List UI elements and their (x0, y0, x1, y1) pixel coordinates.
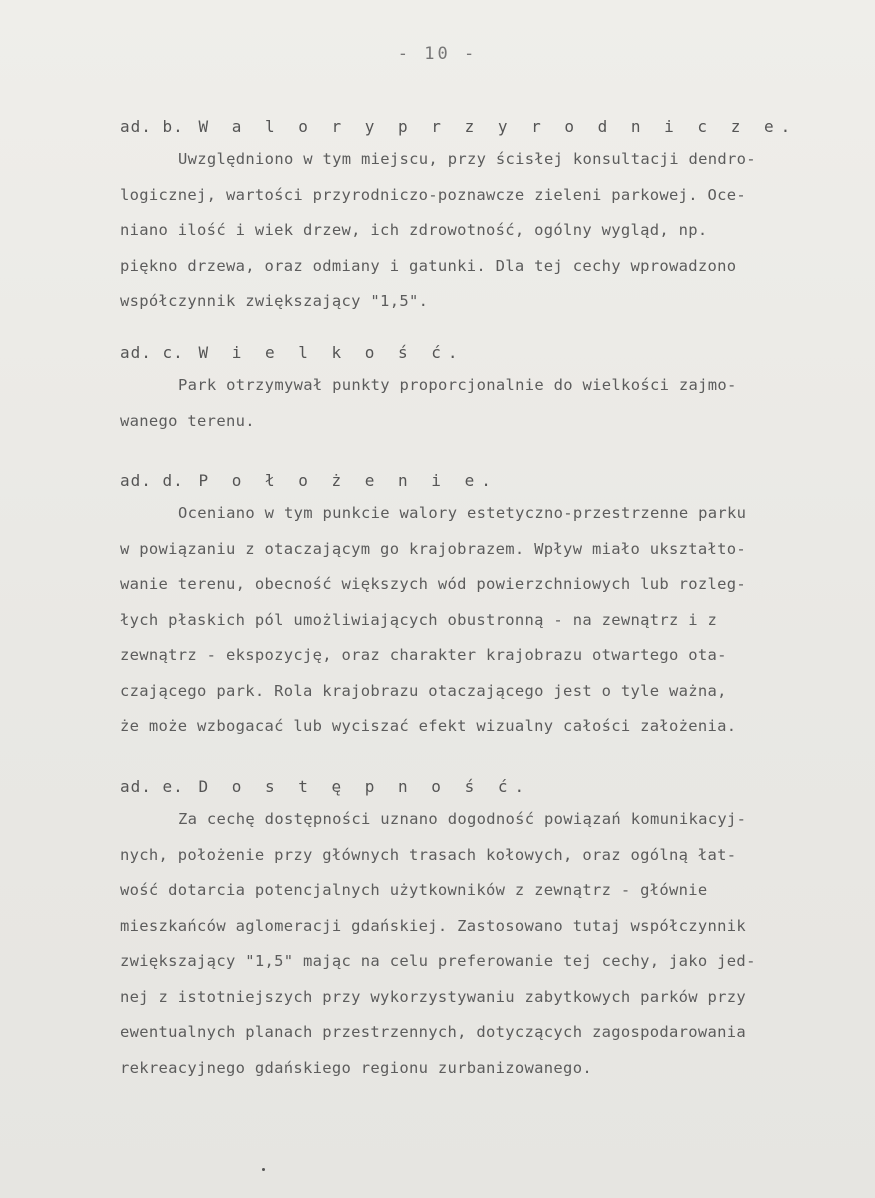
text-line: mieszkańców aglomeracji gdańskiej. Zastosowano tutaj współczynnik (120, 916, 747, 935)
section-prefix: ad. e. (120, 777, 184, 796)
text-line: czającego park. Rola krajobrazu otaczającego jest o tyle ważna, (120, 681, 727, 700)
text-line: wanie terenu, obecność większych wód powierzchniowych lub rozleg- (120, 575, 747, 593)
text-line: nych, położenie przy głównych trasach kołowych, oraz ogólną łat- (120, 845, 737, 864)
section-heading (120, 466, 840, 496)
section-b (120, 112, 840, 320)
text-line: rekreacyjnego gdańskiego regionu zurbanizowanego. (120, 1058, 592, 1077)
text-line: wanego terenu. (120, 411, 255, 430)
section-c (120, 338, 840, 439)
text-line: nej z istotniejszych przy wykorzystywaniu zabytkowych parków przy (120, 987, 747, 1006)
text-line: piękno drzewa, oraz odmiany i gatunki. Dla tej cechy wprowadzono (120, 256, 737, 275)
text-line: Za cechę dostępności uznano dogodność powiązań komunikacyj- (178, 810, 747, 828)
section-title: W i e l k o ś ć. (198, 343, 465, 362)
section-prefix: ad. d. (120, 471, 184, 490)
section-heading (120, 338, 840, 368)
text-line: wość dotarcia potencjalnych użytkowników z zewnątrz - głównie (120, 881, 708, 899)
section-title: D o s t ę p n o ś ć. (198, 777, 532, 796)
text-line: zewnątrz - ekspozycję, oraz charakter krajobrazu otwartego ota- (120, 646, 727, 664)
section-prefix: ad. b. (120, 117, 184, 136)
section-title: P o ł o ż e n i e. (198, 471, 498, 490)
section-paragraph (120, 496, 840, 745)
text-line: zwiększający "1,5" mając na celu preferowanie tej cechy, jako jed- (120, 952, 756, 970)
text-line: niano ilość i wiek drzew, ich zdrowotność, ogólny wygląd, np. (120, 221, 708, 239)
section-title: W a l o r y p r z y r o d n i c z e. (198, 117, 798, 136)
text-line: Oceniano w tym punkcie walory estetyczno-przestrzenne parku (178, 504, 747, 522)
text-line: Park otrzymywał punkty proporcjonalnie do wielkości zajmo- (178, 376, 737, 394)
text-line: ewentualnych planach przestrzennych, dotyczących zagospodarowania (120, 1023, 747, 1041)
section-prefix: ad. c. (120, 343, 184, 362)
section-paragraph (120, 802, 840, 1086)
page-number: - 10 - (397, 44, 478, 64)
section-paragraph (120, 368, 840, 439)
section-d (120, 466, 840, 745)
text-line: Uwzględniono w tym miejscu, przy ścisłej konsultacji dendro- (178, 150, 756, 168)
speck-mark (262, 1168, 265, 1171)
text-line: współczynnik zwiększający "1,5". (120, 292, 429, 310)
text-line: łych płaskich pól umożliwiających obustronną - na zewnątrz i z (120, 610, 718, 629)
text-line: w powiązaniu z otaczającym go krajobrazem. Wpływ miało ukształto- (120, 539, 747, 558)
text-line: że może wzbogacać lub wyciszać efekt wizualny całości założenia. (120, 717, 737, 735)
text-line: logicznej, wartości przyrodniczo-poznawcze zieleni parkowej. Oce- (120, 185, 747, 204)
section-paragraph (120, 142, 840, 320)
section-heading (120, 112, 840, 142)
section-heading (120, 772, 840, 802)
section-e (120, 772, 840, 1086)
